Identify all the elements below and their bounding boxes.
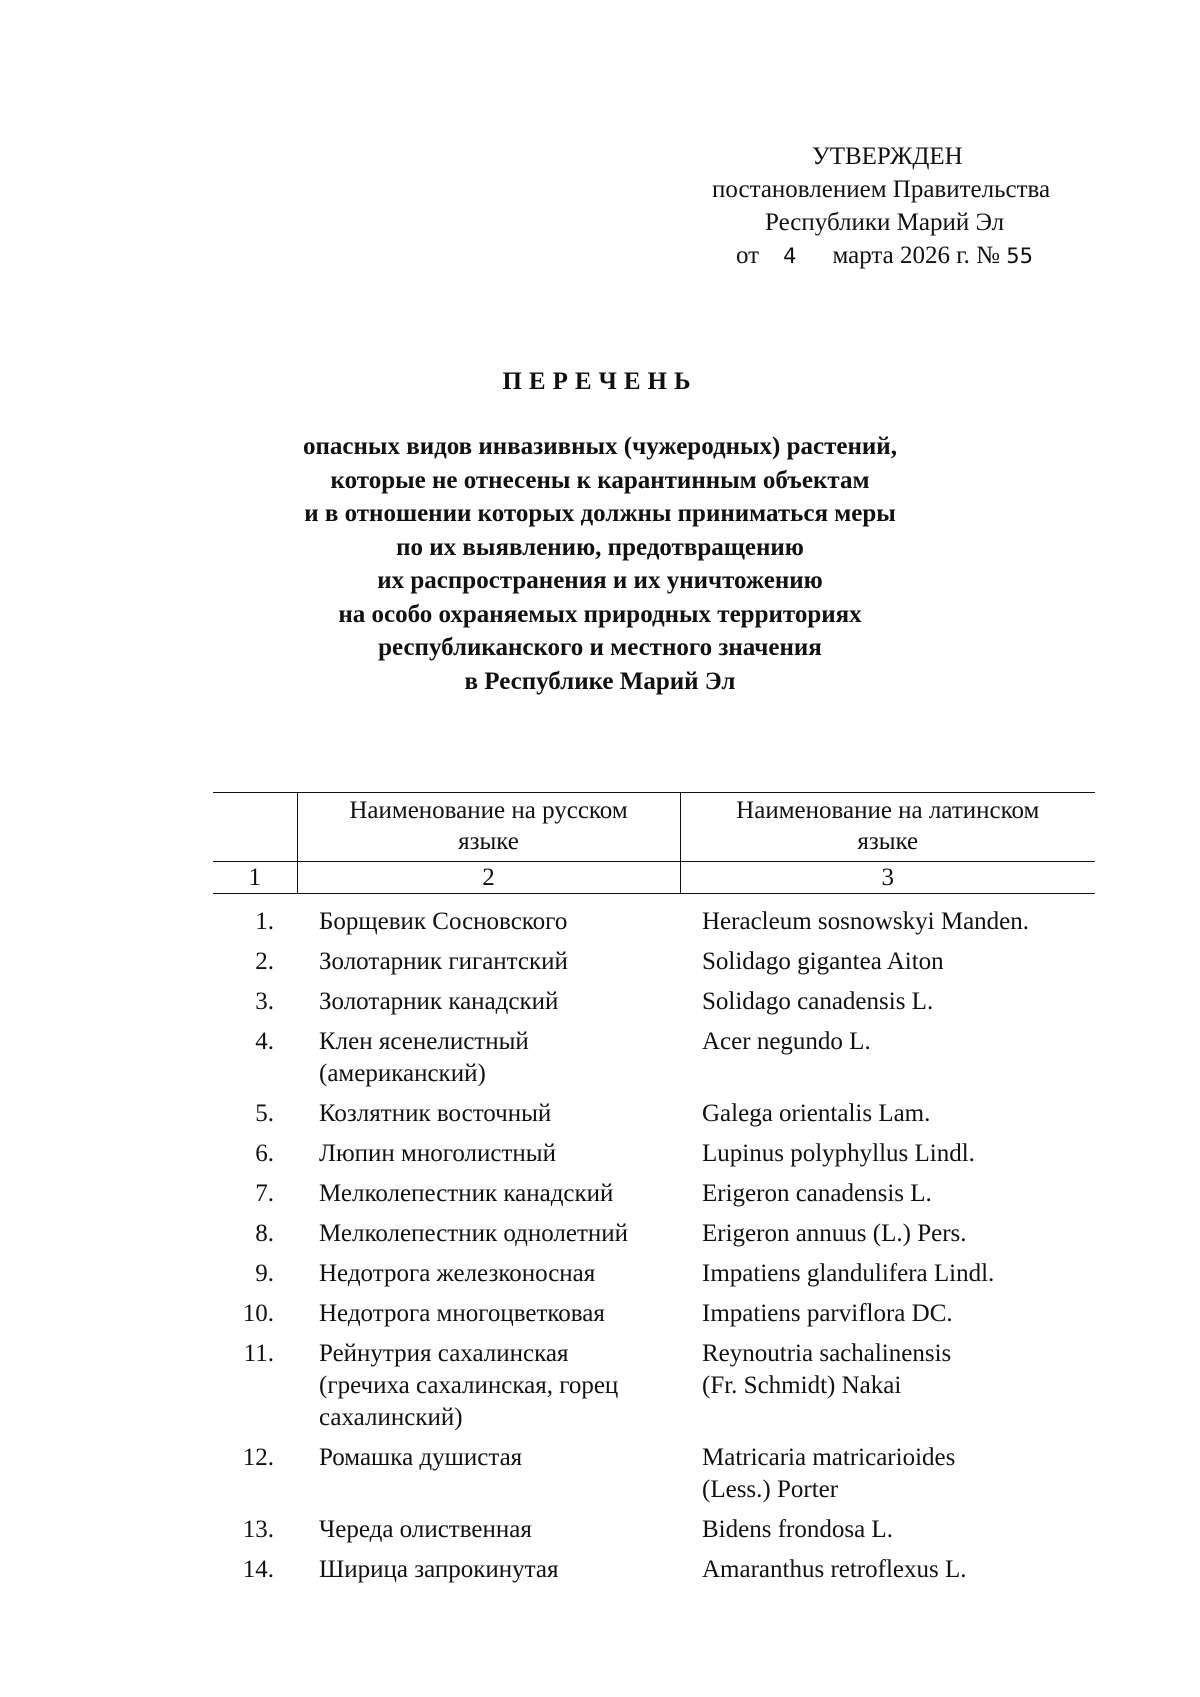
latin-name-line: (Fr. Schmidt) Nakai — [702, 1372, 902, 1399]
russian-name-cell — [297, 1554, 680, 1594]
latin-name-cell — [680, 1338, 1095, 1442]
row-number: 2. — [255, 948, 274, 975]
latin-name-cell — [680, 1138, 1095, 1178]
russian-name-line: (американский) — [319, 1060, 486, 1087]
russian-name-line: Золотарник канадский — [319, 988, 559, 1015]
subtitle-line: и в отношении которых должны приниматься меры — [304, 500, 896, 527]
latin-name-cell — [680, 1514, 1095, 1554]
table-row — [213, 1554, 1095, 1594]
latin-name-line: Amaranthus retroflexus L. — [702, 1556, 967, 1583]
approval-line-1: постановлением Правительства — [712, 176, 1051, 203]
russian-name-cell — [297, 1258, 680, 1298]
latin-name-line: Bidens frondosa L. — [702, 1516, 893, 1543]
header-cell-latin-name — [680, 793, 1095, 862]
russian-name-cell — [297, 1298, 680, 1338]
subtitle-line: опасных видов инвазивных (чужеродных) растений, — [303, 433, 897, 460]
latin-name-cell — [680, 1178, 1095, 1218]
row-number: 3. — [255, 988, 274, 1015]
russian-name-cell — [297, 1218, 680, 1258]
latin-name-cell — [680, 1554, 1095, 1594]
latin-name-cell — [680, 1258, 1095, 1298]
subtitle-line: в Республике Марий Эл — [464, 667, 736, 695]
column-number-3: 3 — [680, 862, 1095, 894]
table-row — [213, 986, 1095, 1026]
row-number: 5. — [255, 1100, 274, 1127]
russian-name-line: Козлятник восточный — [319, 1100, 552, 1127]
header-text-line: Наименование на латинском — [736, 797, 1040, 824]
approval-day: 4 — [783, 244, 797, 268]
row-number: 11. — [243, 1340, 274, 1367]
row-number: 14. — [242, 1556, 274, 1583]
table-row — [213, 1338, 1095, 1442]
approval-date-line — [700, 239, 1120, 273]
header-cell-number — [213, 793, 297, 862]
latin-name-cell — [680, 986, 1095, 1026]
russian-name-line: (гречиха сахалинская, горец — [319, 1372, 619, 1399]
russian-name-line: Золотарник гигантский — [319, 948, 568, 975]
table-row — [213, 1218, 1095, 1258]
table-row — [213, 1026, 1095, 1098]
column-number-2: 2 — [297, 862, 680, 894]
subtitle-line: по их выявлению, предотвращению — [396, 533, 804, 561]
approval-date-prefix: от — [736, 242, 760, 269]
row-number: 6. — [255, 1140, 274, 1167]
latin-name-line: Erigeron annuus (L.) Pers. — [702, 1220, 967, 1247]
russian-name-cell — [297, 946, 680, 986]
russian-name-cell — [297, 1442, 680, 1514]
latin-name-line: Solidago canadensis L. — [702, 988, 934, 1015]
row-number: 10. — [242, 1300, 274, 1327]
latin-name-cell — [680, 1026, 1095, 1098]
russian-name-cell — [297, 1098, 680, 1138]
header-cell-russian-name — [297, 793, 680, 862]
latin-name-cell — [680, 1218, 1095, 1258]
russian-name-line: Мелколепестник однолетний — [319, 1220, 629, 1247]
subtitle-line: их распространения и их уничтожению — [377, 567, 823, 594]
russian-name-line: Мелколепестник канадский — [319, 1180, 614, 1207]
latin-name-cell — [680, 1098, 1095, 1138]
russian-name-line: Рейнутрия сахалинская — [319, 1340, 569, 1367]
row-number: 13. — [242, 1516, 274, 1543]
approval-number: 55 — [1006, 244, 1033, 268]
russian-name-line: Недотрога железконосная — [319, 1260, 596, 1287]
russian-name-line: сахалинский) — [319, 1404, 463, 1431]
latin-name-cell — [680, 946, 1095, 986]
latin-name-line: Reynoutria sachalinensis — [702, 1340, 952, 1367]
table-body — [213, 894, 1095, 1595]
latin-name-line: Acer negundo L. — [702, 1028, 871, 1055]
subtitle-line: которые не отнесены к карантинным объектам — [330, 466, 870, 494]
header-text-line: языке — [458, 828, 519, 855]
latin-name-line: Galega orientalis Lam. — [702, 1100, 931, 1127]
document-title: ПЕРЕЧЕНЬ — [502, 368, 698, 395]
russian-name-line: Ромашка душистая — [319, 1444, 523, 1471]
russian-name-line: Люпин многолистный — [319, 1140, 556, 1167]
row-number: 12. — [242, 1444, 274, 1471]
latin-name-line: Impatiens glandulifera Lindl. — [702, 1260, 995, 1287]
russian-name-cell — [297, 986, 680, 1026]
latin-name-line: Erigeron canadensis L. — [702, 1180, 932, 1207]
header-text-line: языке — [857, 828, 919, 855]
table-row — [213, 1442, 1095, 1514]
row-number: 7. — [255, 1180, 274, 1207]
approval-month-year: марта 2026 г. № — [832, 242, 1001, 269]
latin-name-cell — [680, 1298, 1095, 1338]
table-row — [213, 1258, 1095, 1298]
latin-name-line: (Less.) Porter — [702, 1476, 839, 1503]
russian-name-cell — [297, 1178, 680, 1218]
table-row — [213, 1178, 1095, 1218]
russian-name-cell — [297, 1338, 680, 1442]
russian-name-cell — [297, 894, 680, 947]
russian-name-line: Ширица запрокинутая — [319, 1556, 559, 1583]
russian-name-cell — [297, 1026, 680, 1098]
row-number: 4. — [255, 1028, 274, 1055]
russian-name-line: Борщевик Сосновского — [319, 908, 568, 935]
column-number-row — [213, 862, 1095, 894]
table-row — [213, 946, 1095, 986]
latin-name-line: Heracleum sosnowskyi Manden. — [702, 908, 1030, 935]
table-row — [213, 1138, 1095, 1178]
latin-name-cell — [680, 1442, 1095, 1514]
latin-name-line: Lupinus polyphyllus Lindl. — [702, 1140, 975, 1167]
column-number-1: 1 — [213, 862, 297, 894]
table-header-row — [213, 793, 1095, 862]
russian-name-line: Череда олиственная — [319, 1516, 532, 1543]
table-row — [213, 1098, 1095, 1138]
approval-title: УТВЕРЖДЕН — [812, 143, 963, 170]
subtitle-line: республиканского и местного значения — [378, 634, 822, 661]
row-number: 1. — [255, 908, 274, 935]
table-row — [213, 1514, 1095, 1554]
header-text-line: Наименование на русском — [349, 797, 628, 824]
latin-name-cell — [680, 894, 1095, 947]
latin-name-line: Solidago gigantea Aiton — [702, 948, 944, 975]
table-row — [213, 894, 1095, 947]
approval-stamp — [700, 140, 1120, 273]
document-subtitle — [0, 430, 1200, 698]
approval-line-2: Республики Марий Эл — [765, 209, 1005, 236]
russian-name-line: Недотрога многоцветковая — [319, 1300, 605, 1327]
russian-name-cell — [297, 1514, 680, 1554]
table-row — [213, 1298, 1095, 1338]
latin-name-line: Impatiens parviflora DC. — [702, 1300, 953, 1327]
russian-name-cell — [297, 1138, 680, 1178]
species-table — [213, 792, 1095, 1594]
russian-name-line: Клен ясенелистный — [319, 1028, 529, 1055]
subtitle-line: на особо охраняемых природных территориях — [338, 600, 862, 628]
row-number: 9. — [255, 1260, 274, 1287]
row-number: 8. — [255, 1220, 274, 1247]
latin-name-line: Matricaria matricarioides — [702, 1444, 956, 1471]
